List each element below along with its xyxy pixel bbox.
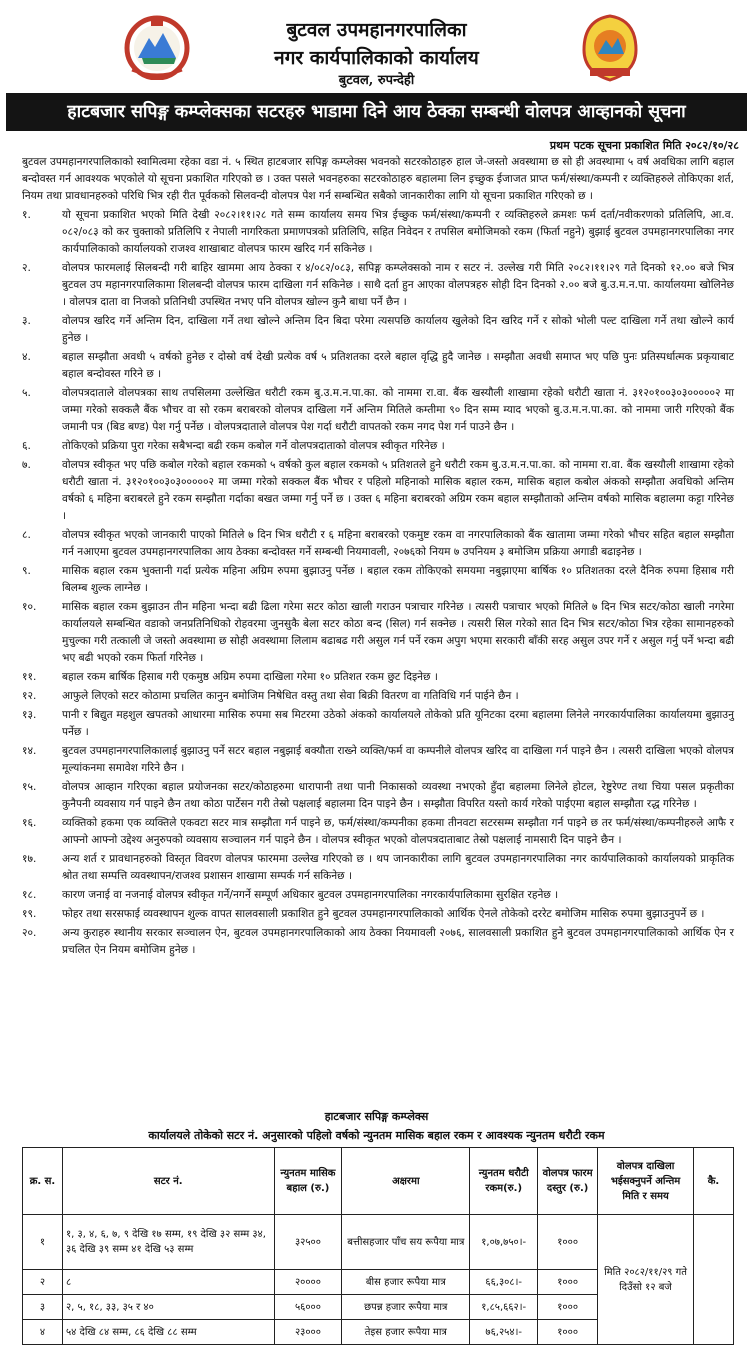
cell-shutter: १, ३, ४, ६, ७, ९ देखि १७ सम्म, १९ देखि ३२ सम्म ३४, ३६ देखि ३९ सम्म ४१ देखि ५३ सम्म	[62, 1215, 274, 1270]
clause-number: ९.	[22, 565, 31, 577]
butwal-municipality-logo-icon	[576, 10, 644, 86]
clause-item	[22, 385, 734, 436]
table-row	[23, 1215, 734, 1270]
clause-item	[22, 599, 734, 667]
clause-item	[22, 707, 734, 741]
cell-rent: २००००	[274, 1270, 342, 1295]
cell-form-fee: १०००	[538, 1215, 598, 1270]
cell-sn: २	[23, 1270, 63, 1295]
cell-form-fee: १०००	[538, 1270, 598, 1295]
clause-number: ११.	[22, 671, 37, 683]
clause-item	[22, 887, 734, 904]
cell-deposit: १,०७,७५०।-	[470, 1215, 538, 1270]
clause-text: बहाल सम्झौता अवधी ५ वर्षको हुनेछ र दोस्रो वर्ष देखी प्रत्येक वर्ष ५ प्रतिशतका दरले बहाल वृद्धि हुदै जानेछ । सम्झौता अवधी समाप्त भए पछि पुनः प्रतिस्पर्धात्मक प्रकृयाबाट बहाल बन्दोवस्त गरिने छ ।	[62, 351, 734, 380]
clause-number: ६.	[22, 440, 31, 452]
clause-item	[22, 688, 734, 705]
clause-number: १.	[22, 209, 31, 221]
clause-number: १५.	[22, 781, 37, 793]
clause-item	[22, 925, 734, 959]
municipality-name: बुटवल उपमहानगरपालिका	[286, 19, 467, 41]
clause-number: १३.	[22, 709, 37, 721]
clause-text: वोलपत्र फारमलाई सिलबन्दी गरी बाहिर खाममा आय ठेक्का र ४/०८२/०८३, सपिङ्ग कम्प्लेक्सको नाम र सटर नं. उल्लेख गरी मिति २०८२।११।२९ गते दिनको १२.०० बजे भित्र बुटवल उप महानगरपालिकामा शिलबन्दी वोलपत्र फारम दाखिला गर्न सकिनेछ । साथै दर्ता हुन आएका वोलपत्रहरु सोही दिन दिनको २.०० बजे बु.उ.म.न.पा. कार्यालयमा खोलिनेछ । वोलपत्र दाता वा निजको प्रतिनिधी उपस्थित नभए पनि वोलपत्र खोल्न कुनै बाधा पर्ने छैन ।	[62, 262, 734, 308]
cell-words: तेइस हजार रूपैया मात्र	[342, 1320, 470, 1345]
clause-number: १८.	[22, 889, 37, 901]
office-address: बुटवल, रुपन्देही	[338, 73, 415, 88]
cell-deposit: ७६,२५४।-	[470, 1320, 538, 1345]
clause-item	[22, 457, 734, 525]
clause-number: २०.	[22, 927, 37, 939]
clause-text: वोलपत्र आव्हान गरिएका बहाल प्रयोजनका सटर/कोठाहरुमा धारापानी तथा पानी निकासको व्यवस्था नभएको हुँदा बहालमा लिनेले होटल, रेष्टुरेण्ट तथा चिया पसल प्रकृतीका कुनैपनी व्यवसाय गर्न पाइने छैन तथा कोठा पार्टेसन गरी तेस्रो पक्षलाई बहालमा दिन पाइने छैन । सम्झौता विपरित यस्तो कार्य गरेको पाईएमा बहाल सम्झौता रद्ध गरिनेछ ।	[62, 781, 734, 810]
clause-text: बहाल रकम बार्षिक हिसाब गरी एकमुष्ठ अग्रिम रुपमा दाखिला गरेमा १० प्रतिशत रकम छुट दिइनेछ ।	[62, 671, 438, 683]
cell-form-fee: १०००	[538, 1320, 598, 1345]
cell-rent: ५६०००	[274, 1295, 342, 1320]
clause-item	[22, 669, 734, 686]
cell-deposit: १,८५,६६२।-	[470, 1295, 538, 1320]
publish-date: प्रथम पटक सूचना प्रकाशित मिति २०८२/१०/२८	[549, 139, 739, 152]
clause-text: फोहर तथा सरसफाई व्यवस्थापन शुल्क वापत सालवसाली प्रकाशित हुने बुटवल उपमहानगरपालिकाको आर्थिक ऐनले तोकेको दररेट बमोजिम मासिक रुपमा बुझाउनुपर्ने छ ।	[62, 908, 705, 920]
cell-words: बत्तीसहजार पाँच सय रूपैया मात्र	[342, 1215, 470, 1270]
cell-shutter: ८	[62, 1270, 274, 1295]
cell-sn: १	[23, 1215, 63, 1270]
office-name: नगर कार्यपालिकाको कार्यालय	[274, 47, 479, 69]
clause-number: १९.	[22, 908, 37, 920]
clause-number: १७.	[22, 853, 37, 865]
cell-shutter: ५४ देखि ८४ सम्म, ८६ देखि ८८ सम्म	[62, 1320, 274, 1345]
header-sn: क्र. स.	[23, 1148, 63, 1215]
intro-paragraph: बुटवल उपमहानगरपालिकाको स्वामित्वमा रहेका वडा नं. ५ स्थित हाटबजार सपिङ्ग कम्प्लेक्स भवनको सटरकोठाहरु हाल जे-जस्तो अवस्थामा छ सो ही अवस्थामा ५ वर्ष अवधिका लागि बहाल बन्दोवस्त गर्न आवश्यक भएकोले यो सूचना प्रकाशित गरिएको छ । उक्त पसले भवनहरुका सटरकोठाहरु बहालमा लिन इच्छुक ईजाजत प्राप्त फर्म/संस्था/कम्पनी र व्यक्तिहरुले तोकिएका शर्त, नियम तथा प्रावधानहरुको परिधि भित्र रही रीत पूर्वकको सिलवन्दी वोलपत्र पेश गर्न सम्बन्धित सबैको जानकारीका लागि यो सूचना प्रकाशित गरिएको छ ।	[22, 156, 734, 202]
clause-list	[22, 207, 734, 959]
cell-remarks	[693, 1215, 733, 1345]
clause-number: १२.	[22, 690, 37, 702]
clause-number: ४.	[22, 351, 31, 363]
clause-number: २.	[22, 262, 31, 274]
header-words: अक्षरमा	[342, 1148, 470, 1215]
clause-item	[22, 779, 734, 813]
clause-item	[22, 743, 734, 777]
clause-number: ८.	[22, 529, 31, 541]
clause-text: व्यक्तिको हकमा एक व्यक्तिले एकवटा सटर मात्र सम्झौता गर्न पाइने छ, फर्म/संस्था/कम्पनीका हकमा तीनवटा सटरसम्म सम्झौता गर्न पाइने छ तर फर्म/संस्था/कम्पनीहरुले आफै र आफ्नो आफ्नो उद्देश्य अनुरुपको व्यवसाय सञ्चालन गर्न पाइने छैन । वोलपत्र स्वीकृत भएको वोलपत्रदाताबाट तेस्रो पक्षलाई नामसारी दिन पाइने छैन ।	[62, 817, 734, 846]
clause-text: वोलपत्र स्वीकृत भए पछि कबोल गरेको बहाल रकमको ५ वर्षको कुल बहाल रकमको ५ प्रतिशतले हुने धरौटी रकम बु.उ.म.न.पा.का. को नाममा रा.वा. बैंक खस्यौली शाखामा रहेको धरौटी खाता नं. ३१२०१००३०३०००००२ मा जम्मा गरेको सक्कल बैंक भौचर र पहिलो महिनाको मासिक बहाल रकम, मासिक बहाल कबोल अंकको सम्झौता अवधिको अन्तिम वर्षको ६ महिना बराबरले हुने रकम सम्झौता गर्दाका बखत जम्मा गर्नु पर्ने छ । उक्त ६ महिना बराबरको अग्रिम रकम बहाल सम्झौताको अन्तिम वर्षको मासिक बहालमा कट्टा गरिनेछ ।	[62, 459, 734, 522]
clause-item	[22, 906, 734, 923]
header-shutter: सटर नं.	[62, 1148, 274, 1215]
clause-number: ५.	[22, 387, 31, 399]
clause-item	[22, 851, 734, 885]
clause-text: वोलपत्र खरिद गर्ने अन्तिम दिन, दाखिला गर्ने तथा खोल्ने अन्तिम दिन बिदा परेमा त्यसपछि कार्यालय खुलेको दिन खरिद गर्ने र सोको भोली पल्ट दाखिला गर्ने तथा खोल्ने कार्य हुनेछ ।	[62, 315, 734, 344]
cell-words: छपन्न हजार रूपैया मात्र	[342, 1295, 470, 1320]
cell-sn: ३	[23, 1295, 63, 1320]
clause-item	[22, 207, 734, 258]
table-title: हाटबजार सपिङ्ग कम्प्लेक्स	[324, 1110, 429, 1123]
header-deposit: न्युनतम धरौटी रकम(रु.)	[470, 1148, 538, 1215]
clause-text: यो सूचना प्रकाशित भएको मिति देखी २०८२।११।२८ गते सम्म कार्यालय समय भित्र ईच्छुक फर्म/संस्था/कम्पनी र व्यक्तिहरुले क्रमशः फर्म दर्ता/नवीकरणको प्रतिलिपि, आ.व. ०८२/०८३ को कर चुक्ताको प्रतिलिपि र नेपाली नागरिकता प्रमाणपत्रको प्रतिलिपि, सहित निवेदन र तपसिल बमोजिमको रकम (फिर्ता नहुने) बुझाई बुटवल उपमहानगरपालिका नगर कार्यपालिकाको कार्यालयको राजश्व शाखाबाट वोलपत्र फारम खरिद गर्न सकिनेछ ।	[62, 209, 734, 255]
clause-text: आफुले लिएको सटर कोठामा प्रचलित कानुन बमोजिम निषेधित वस्तु तथा सेवा बिक्री वितरण वा गतिविधि गर्न पाईने छैन ।	[62, 690, 519, 702]
cell-shutter: २, ५, १८, ३३, ३५ र ४०	[62, 1295, 274, 1320]
table-header-row	[23, 1148, 734, 1215]
clause-item	[22, 438, 734, 455]
notice-title-banner: हाटबजार सपिङ्ग कम्प्लेक्सका सटरहरु भाडामा दिने आय ठेक्का सम्बन्धी वोलपत्र आव्हानको सूचना	[6, 93, 747, 131]
table-subtitle: कार्यालयले तोकेको सटर नं. अनुसारको पहिलो वर्षको न्युनतम मासिक बहाल रकम र आवश्यक न्युनतम धरौटी रकम	[148, 1129, 605, 1142]
cell-deadline: मिति २०८२/११/२९ गते दिउँसो १२ बजे	[598, 1215, 694, 1345]
clause-item	[22, 313, 734, 347]
clause-item	[22, 527, 734, 561]
header-rent: न्युनतम मासिक बहाल (रु.)	[274, 1148, 342, 1215]
clause-number: ७.	[22, 459, 31, 471]
cell-sn: ४	[23, 1320, 63, 1345]
clause-text: मासिक बहाल रकम भुक्तानी गर्दा प्रत्येक महिना अग्रिम रुपमा बुझाउनु पर्नेछ । बहाल रकम तोकिएको समयमा नबुझाएमा बार्षिक १० प्रतिशतका दरले दैनिक रुपमा हिसाब गरी बिलम्ब शुल्क लाग्नेछ ।	[62, 565, 734, 594]
header-remarks: कै.	[693, 1148, 733, 1215]
clause-item	[22, 815, 734, 849]
clause-text: कारण जनाई वा नजनाई वोलपत्र स्वीकृत गर्ने/नगर्ने सम्पूर्ण अधिकार बुटवल उपमहानगरपालिका नगरकार्यपालिकामा सुरक्षित रहनेछ ।	[62, 889, 559, 901]
letterhead	[0, 0, 753, 92]
rent-table	[22, 1147, 734, 1345]
cell-rent: २३०००	[274, 1320, 342, 1345]
clause-item	[22, 260, 734, 311]
clause-number: १०.	[22, 601, 37, 613]
cell-deposit: ६६,३०८।-	[470, 1270, 538, 1295]
cell-words: बीस हजार रूपैया मात्र	[342, 1270, 470, 1295]
header-deadline: वोलपत्र दाखिला भईसक्नुपर्ने अन्तिम मिति र समय	[598, 1148, 694, 1215]
clause-text: मासिक बहाल रकम बुझाउन तीन महिना भन्दा बढी ढिला गरेमा सटर कोठा खाली गराउन पत्राचार गरिनेछ । त्यसरी पत्राचार भएको मितिले ७ दिन भित्र सटर/कोठा खाली नगरेमा कार्यालयले सम्बन्धित वडाको जनप्रतिनिधिको रोहवरमा जुनसुकै बेला सटर कोठा बन्द (सिल) गर्न सक्नेछ । त्यसरी सिल गरेको सात दिन भित्र सटर/कोठा भित्र रहेका सामानहरुको मुचुल्का गरी तत्काली जे जस्तो अवस्थामा छ सोही अवस्थामा लिलाम बढाबढ गरी असुल गर्न पर्ने रकम अपुग भएमा सरकारी बाँकी सरह असुल उपर गर्ने र असुल गर्नु पर्ने भन्दा बढी भए बढी भएको रकम फिर्ता गरिनेछ ।	[62, 601, 734, 664]
clause-text: वोलपत्र स्वीकृत भएको जानकारी पाएको मितिले ७ दिन भित्र धरौटी र ६ महिना बराबरको एकमुष्ट रकम वा नगरपालिकाको बैंक खातामा जम्मा गरेको भौचर सहित बहाल सम्झौता गर्न नआएमा बुटवल उपमहानगरपालिका आय ठेक्का बन्दोवस्त गर्ने सम्बन्धी नियमावली, २०७६को नियम ७ उपनियम ३ बमोजिम प्रक्रिया अगाडी बढाइनेछ ।	[62, 529, 734, 558]
clause-item	[22, 349, 734, 383]
clause-number: १६.	[22, 817, 37, 829]
clause-text: वोलपत्रदाताले वोलपत्रका साथ तपसिलमा उल्लेखित धरौटी रकम बु.उ.म.न.पा.का. को नाममा रा.वा. बैंक खस्यौली शाखामा रहेको धरौटी खाता नं. ३१२०१००३०३०००००२ मा जम्मा गरेको सक्कलै बैंक भौचर वा सो रकम बराबरको वोलपत्र दाखिला गर्ने अन्तिम मितिले कम्तीमा ९० दिन सम्म म्याद भएको बु.उ.म.न.पा.का. को नाममा जारी गरिएको बैंक जमानी पत्र (बिड बण्ड) पेश गर्नु पर्नेछ । वोलपत्रदाताले वोलपत्र पेश गर्दा धरौटी वापतको रकम नगद पेश गर्न पाउने छैन ।	[62, 387, 734, 433]
clause-text: अन्य शर्त र प्रावधानहरुको विस्तृत विवरण वोलपत्र फारममा उल्लेख गरिएको छ । थप जानकारीका लागि बुटवल उपमहानगरपालिका नगर कार्यपालिकाको कार्यालयको प्राकृतिक श्रोत तथा सम्पत्ति व्यवस्थापन/राजश्व प्रशासन शाखामा सम्पर्क गर्न सकिनेछ ।	[62, 853, 734, 882]
clause-number: ३.	[22, 315, 31, 327]
clause-item	[22, 563, 734, 597]
clause-number: १४.	[22, 745, 37, 757]
header-form-fee: वोलपत्र फारम दस्तुर (रु.)	[538, 1148, 598, 1215]
clause-text: पानी र बिद्युत महशुल खपतको आधारमा मासिक रुपमा सब मिटरमा उठेको अंकको कार्यालयले तोकेको प्रति यूनिटका दरमा बहालमा लिनेले नगरकार्यपालिका कार्यालयमा बुझाउनु पर्नेछ ।	[62, 709, 734, 738]
cell-rent: ३२५००	[274, 1215, 342, 1270]
cell-form-fee: १०००	[538, 1295, 598, 1320]
clause-text: तोकिएको प्रक्रिया पुरा गरेका सबैभन्दा बढी रकम कबोल गर्ने वोलपत्रदाताको वोलपत्र स्वीकृत गरिनेछ ।	[62, 440, 445, 452]
clause-text: अन्य कुराहरु स्थानीय सरकार सञ्चालन ऐन, बुटवल उपमहानगरपालिकाको आय ठेक्का नियमावली २०७६, सालवसाली प्रकाशित हुने बुटवल उपमहानगरपालिकाको आर्थिक ऐन र प्रचलित ऐन नियम बमोजिम हुनेछ ।	[62, 927, 734, 956]
notice-body	[22, 154, 734, 961]
clause-text: बुटवल उपमहानगरपालिकालाई बुझाउनु पर्ने सटर बहाल नबुझाई बक्यौता राख्ने व्यक्ति/फर्म वा कम्पनीले वोलपत्र खरिद वा दाखिला गर्न पाइने छैन । त्यसरी दाखिला भएको वोलपत्र मूल्यांकनमा समावेश गरिने छैन ।	[62, 745, 734, 774]
